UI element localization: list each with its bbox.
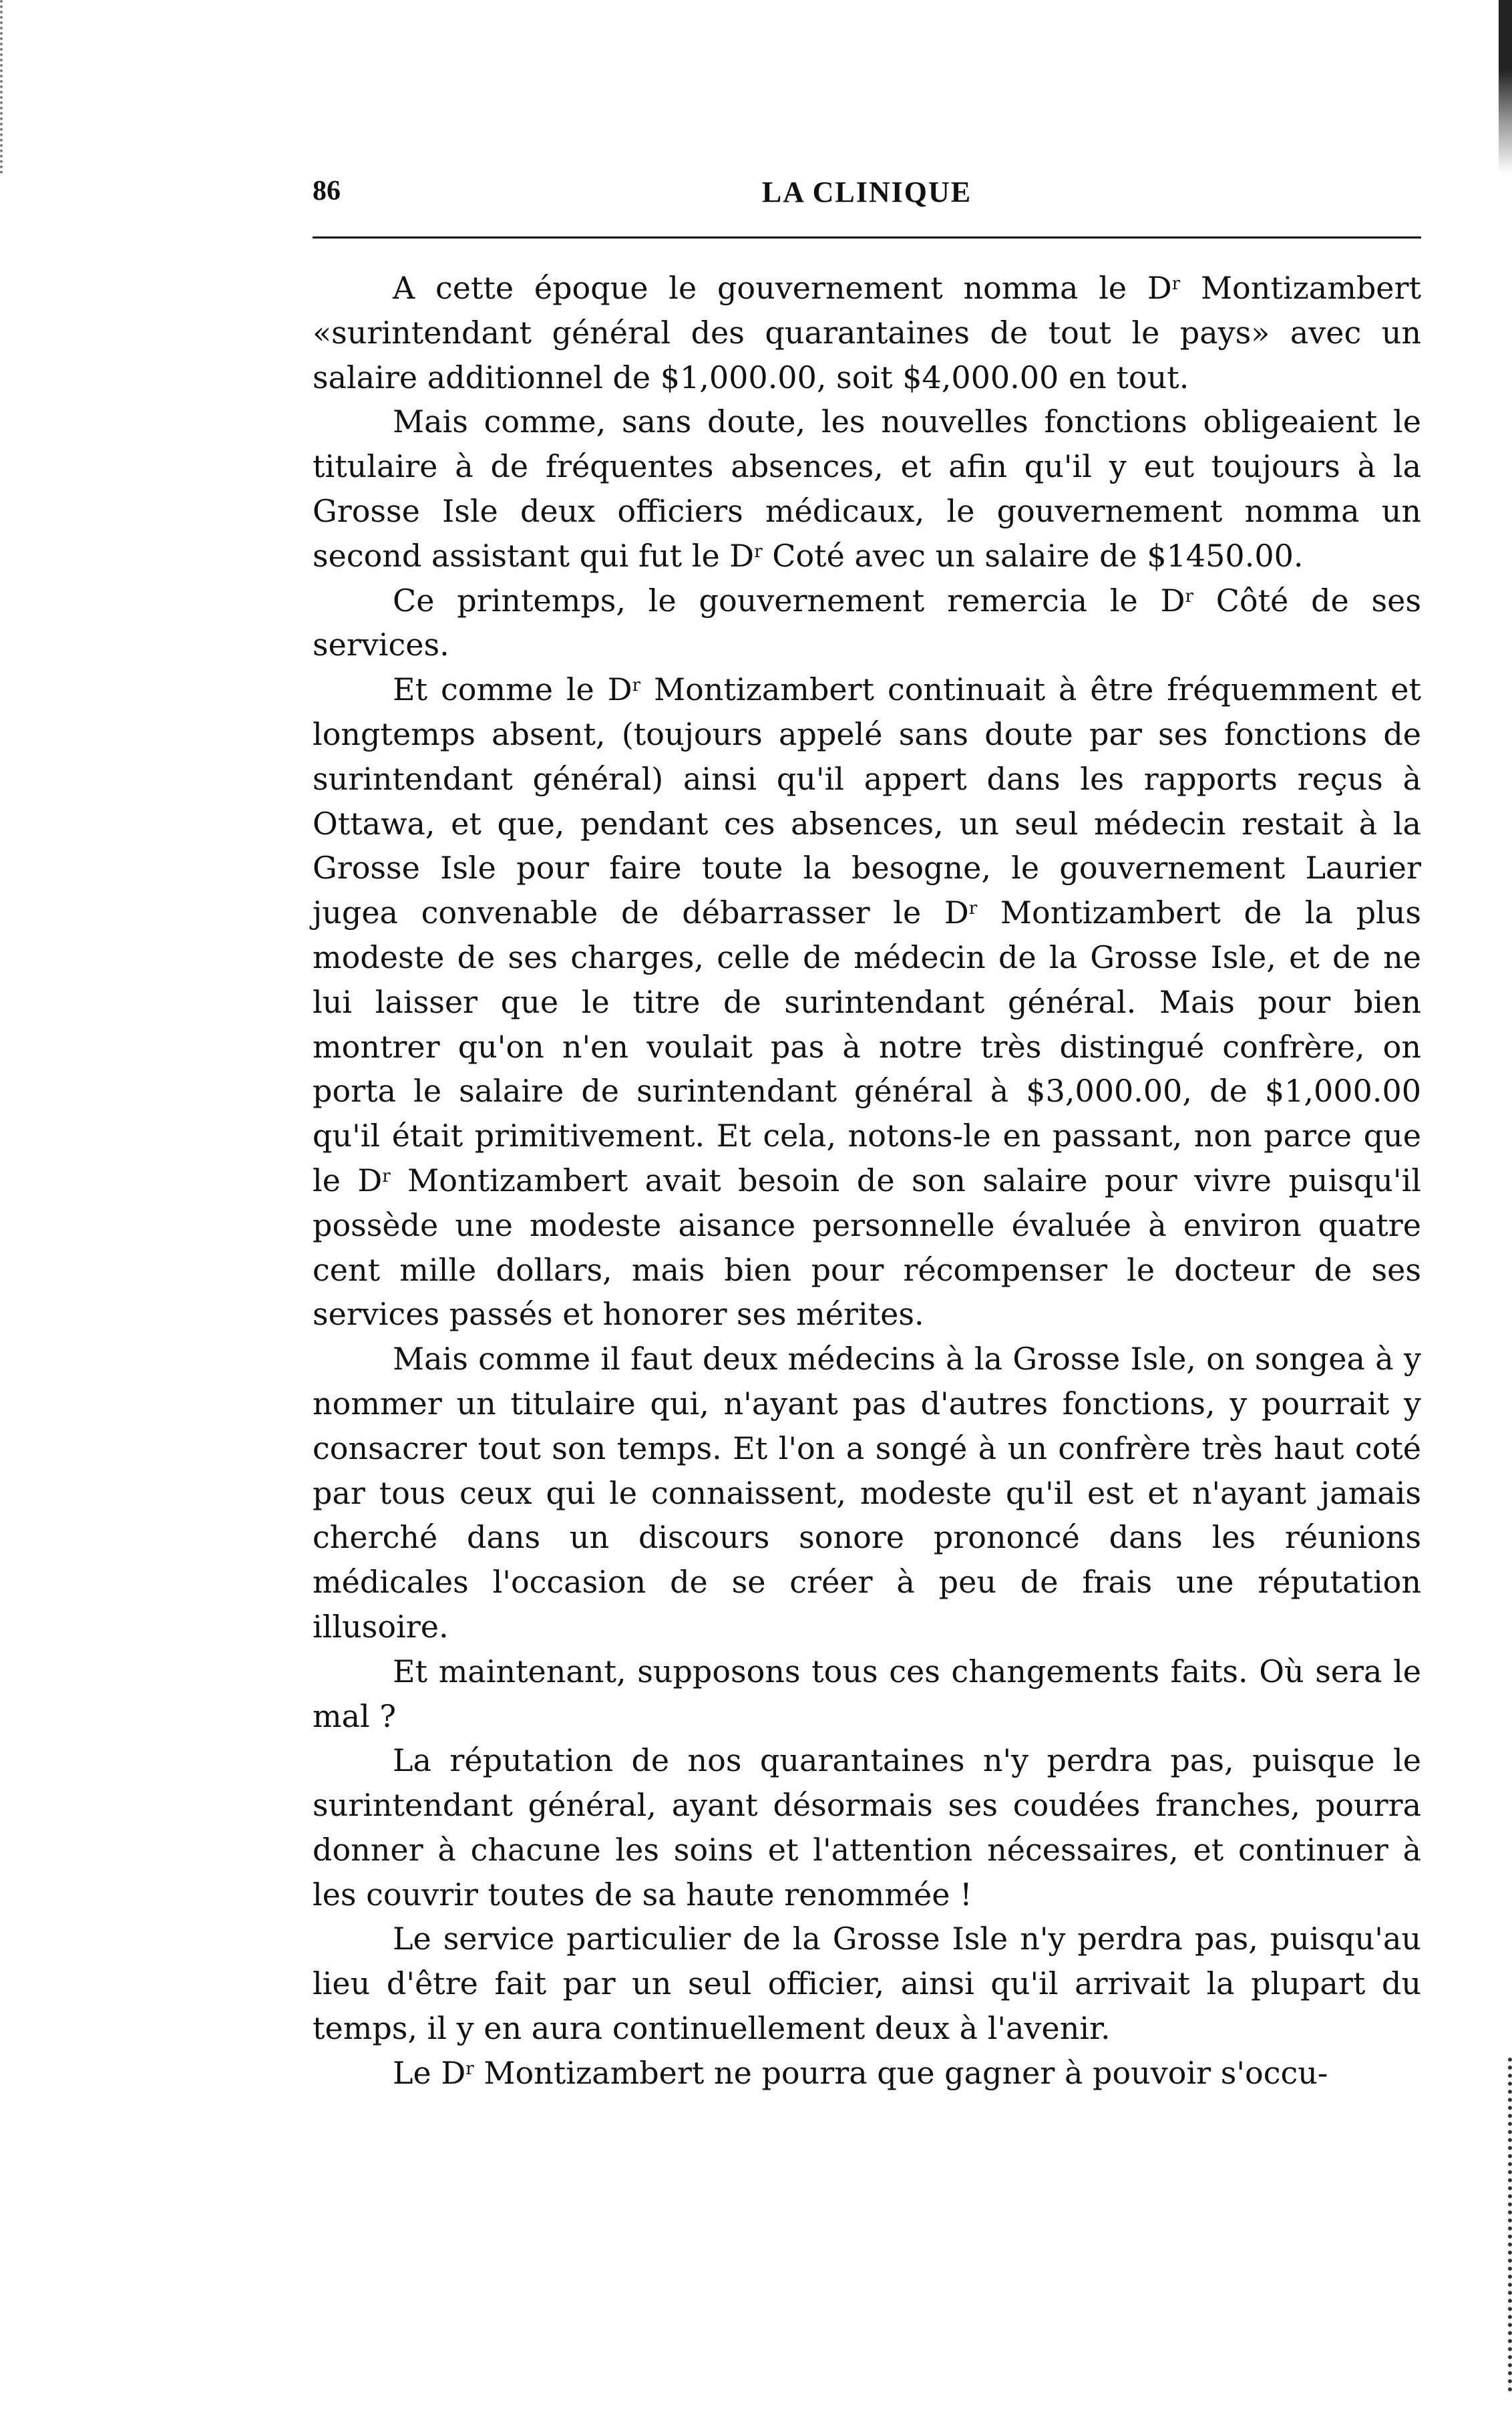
text-run: Le D (393, 2054, 466, 2091)
paragraph (313, 1649, 1421, 1739)
paragraph (313, 1738, 1421, 1917)
paragraph (313, 399, 1421, 578)
scan-edge-left (0, 0, 23, 174)
text-run: Coté avec un salaire de $1450.00. (762, 537, 1304, 574)
text-run: Montizambert ne pourra que gagner à pouvoir s'occu- (474, 2054, 1328, 2091)
text-run: Côté de ses services. (313, 582, 1421, 663)
paragraph (313, 1917, 1421, 2050)
paragraph (313, 2051, 1421, 2096)
text-run: Ce printemps, le gouvernement remercia le D (393, 582, 1185, 619)
running-head: LA CLINIQUE (761, 176, 972, 208)
superscript: r (1171, 274, 1181, 294)
superscript: r (465, 2058, 474, 2079)
paragraph (313, 266, 1421, 399)
paragraph (313, 667, 1421, 1337)
scan-edge-right (1499, 0, 1512, 174)
text-run: Et comme le D (393, 671, 632, 708)
superscript: r (968, 899, 978, 919)
paragraph (313, 579, 1421, 668)
scan-edge-right-bottom (1500, 2058, 1512, 2392)
text-run: Montizambert continuait à être fréquemment et longtemps absent, (toujours appelé sans doute par ses fonctions de surintendant général) ainsi qu'il appert dans les rapports reçus à Ottawa, et que, pendant ces absences, un seul médecin restait à la Grosse Isle pour faire toute la besogne, le gouvernement Laurier jugea convenable de débarrasser le D (313, 671, 1421, 931)
text-run: Et maintenant, supposons tous ces changements faits. Où sera le mal ? (313, 1653, 1421, 1734)
text-run: Montizambert de la plus modeste de ses charges, celle de médecin de la Grosse Isle, et de ne lui laisser que le titre de surintendant général. Mais pour bien montrer qu'on n'en voulait pas à notre très distingué confrère, on porta le salaire de surintendant général à $3,000.00, de $1,000.00 qu'il était primitivement. Et cela, notons-le en passant, non parce que le D (313, 895, 1421, 1198)
text-run: La réputation de nos quarantaines n'y perdra pas, puisque le surintendant général, ayant désormais ses coudées franches, pourra donner à chacune les soins et l'attention nécessaires, et continuer à les couvrir toutes de sa haute renommée ! (313, 1742, 1421, 1913)
superscript: r (382, 1166, 391, 1186)
text-run: Mais comme il faut deux médecins à la Grosse Isle, on songea à y nommer un titulaire qui, n'ayant pas d'autres fonctions, y pourrait y consacrer tout son temps. Et l'on a songé à un confrère très haut coté par tous ceux qui le connaissent, modeste qu'il est et n'ayant jamais cherché dans un discours sonore prononcé dans les réunions médicales l'occasion de se créer à peu de frais une réputation illusoire. (313, 1341, 1421, 1645)
page-number: 86 (313, 176, 341, 206)
text-run: A cette époque le gouvernement nomma le D (393, 270, 1172, 306)
page-header (313, 175, 1421, 215)
superscript: r (632, 675, 641, 696)
superscript: r (754, 541, 763, 562)
header-rule (313, 236, 1421, 238)
paragraph (313, 1337, 1421, 1649)
text-run: Montizambert avait besoin de son salaire pour vivre puisqu'il possède une modeste aisance personnelle évaluée à environ quatre cent mille dollars, mais bien pour récompenser le docteur de ses services passés et honorer ses mérites. (313, 1162, 1421, 1333)
body-text (313, 266, 1421, 2096)
text-run: Le service particulier de la Grosse Isle n'y perdra pas, puisqu'au lieu d'être fait par un seul officier, ainsi qu'il arrivait la plupart du temps, il y en aura continuellement deux à l'avenir. (313, 1921, 1421, 2047)
text-run: Mais comme, sans doute, les nouvelles fonctions obligeaient le titulaire à de fréquentes absences, et afin qu'il y eut toujours à la Grosse Isle deux officiers médicaux, le gouvernement nomma un second assistant qui fut le D (313, 403, 1421, 574)
text-run: Montizambert «surintendant général des quarantaines de tout le pays» avec un salaire additionnel de $1,000.00, soit $4,000.00 en tout. (313, 270, 1421, 395)
superscript: r (1185, 586, 1193, 607)
